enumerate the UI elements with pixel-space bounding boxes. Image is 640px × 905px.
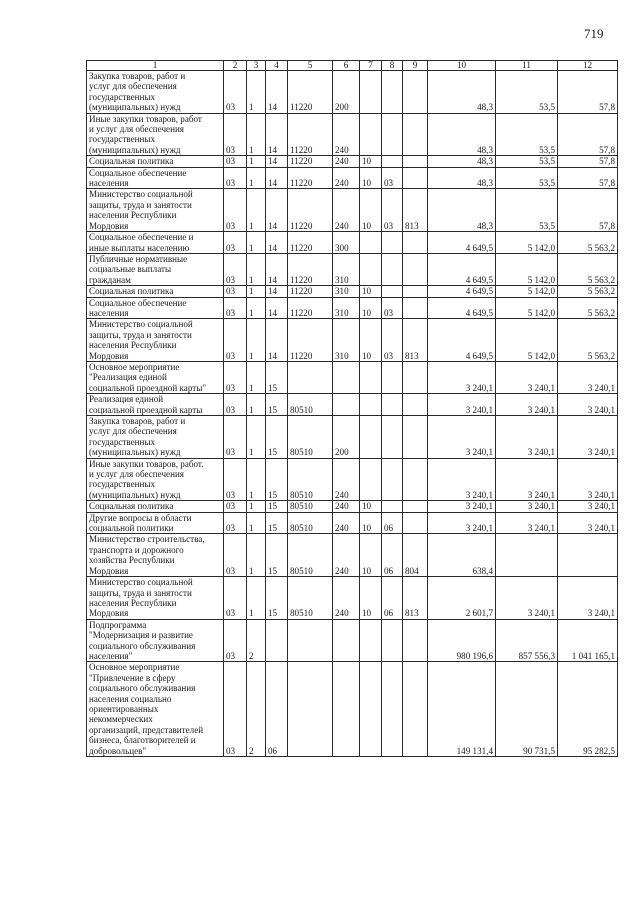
table-row	[87, 189, 618, 232]
code-cell	[333, 619, 360, 662]
row-name-cell: Иные закупки товаров, работ и услуг для обеспечения государственных (муниципальных) нужд	[87, 113, 224, 156]
code-cell	[403, 416, 428, 459]
amount-cell: 980 196,6	[428, 619, 496, 662]
column-header: 1	[87, 61, 224, 71]
code-cell	[382, 71, 403, 114]
amount-cell: 57,8	[558, 167, 618, 189]
code-cell: 14	[266, 189, 288, 232]
code-cell: 14	[266, 232, 288, 254]
code-cell: 1	[247, 189, 266, 232]
code-cell	[403, 619, 428, 662]
code-cell	[403, 662, 428, 757]
table-row	[87, 253, 618, 285]
table-row	[87, 416, 618, 459]
code-cell: 804	[403, 534, 428, 577]
code-cell: 03	[382, 297, 403, 319]
row-name-cell: Основное мероприятие "Реализация единой социальной проездной карты"	[87, 361, 224, 393]
code-cell: 14	[266, 71, 288, 114]
code-cell: 1	[247, 394, 266, 416]
amount-cell: 57,8	[558, 189, 618, 232]
code-cell: 1	[247, 361, 266, 393]
code-cell	[403, 156, 428, 167]
amount-cell: 3 240,1	[558, 394, 618, 416]
row-name-cell: Социальное обеспечение и иные выплаты населению	[87, 232, 224, 254]
amount-cell: 53,5	[496, 189, 558, 232]
code-cell	[382, 361, 403, 393]
table-row	[87, 156, 618, 167]
code-cell	[403, 458, 428, 501]
page-number: 719	[584, 26, 604, 41]
amount-cell	[496, 534, 558, 577]
code-cell: 1	[247, 534, 266, 577]
code-cell: 06	[382, 512, 403, 534]
code-cell: 240	[333, 577, 360, 620]
code-cell: 03	[224, 297, 247, 319]
code-cell: 11220	[288, 167, 333, 189]
table-row	[87, 167, 618, 189]
code-cell: 10	[360, 156, 382, 167]
code-cell: 03	[224, 512, 247, 534]
code-cell: 2	[247, 619, 266, 662]
code-cell: 14	[266, 253, 288, 285]
code-cell: 80510	[288, 534, 333, 577]
amount-cell: 3 240,1	[558, 361, 618, 393]
code-cell: 11220	[288, 319, 333, 362]
code-cell	[403, 297, 428, 319]
code-cell	[382, 286, 403, 297]
code-cell	[403, 113, 428, 156]
budget-table	[86, 60, 618, 757]
code-cell: 03	[224, 319, 247, 362]
row-name-cell: Министерство социальной защиты, труда и занятости населения Республики Мордовия	[87, 319, 224, 362]
code-cell: 300	[333, 232, 360, 254]
code-cell: 15	[266, 534, 288, 577]
code-cell: 03	[224, 416, 247, 459]
code-cell	[382, 619, 403, 662]
amount-cell: 3 240,1	[558, 416, 618, 459]
code-cell: 1	[247, 253, 266, 285]
code-cell: 1	[247, 416, 266, 459]
code-cell: 80510	[288, 501, 333, 512]
code-cell: 310	[333, 286, 360, 297]
amount-cell: 48,3	[428, 156, 496, 167]
table-row	[87, 512, 618, 534]
code-cell: 1	[247, 458, 266, 501]
code-cell: 1	[247, 167, 266, 189]
code-cell	[333, 394, 360, 416]
amount-cell: 4 649,5	[428, 286, 496, 297]
code-cell: 14	[266, 319, 288, 362]
code-cell: 10	[360, 534, 382, 577]
column-header: 4	[266, 61, 288, 71]
code-cell	[382, 458, 403, 501]
row-name-cell: Реализация единой социальной проездной карты	[87, 394, 224, 416]
code-cell: 15	[266, 394, 288, 416]
code-cell	[382, 501, 403, 512]
table-row	[87, 501, 618, 512]
amount-cell: 57,8	[558, 71, 618, 114]
amount-cell: 48,3	[428, 167, 496, 189]
amount-cell: 5 142,0	[496, 286, 558, 297]
code-cell: 15	[266, 501, 288, 512]
code-cell: 11220	[288, 297, 333, 319]
amount-cell: 3 240,1	[496, 394, 558, 416]
code-cell	[288, 619, 333, 662]
code-cell: 1	[247, 113, 266, 156]
code-cell: 200	[333, 71, 360, 114]
amount-cell: 857 556,3	[496, 619, 558, 662]
code-cell	[360, 394, 382, 416]
code-cell: 240	[333, 534, 360, 577]
code-cell: 14	[266, 286, 288, 297]
amount-cell: 4 649,5	[428, 319, 496, 362]
amount-cell: 3 240,1	[428, 416, 496, 459]
amount-cell: 53,5	[496, 167, 558, 189]
code-cell	[403, 253, 428, 285]
code-cell	[360, 416, 382, 459]
amount-cell: 1 041 165,1	[558, 619, 618, 662]
code-cell: 03	[224, 619, 247, 662]
table-row	[87, 619, 618, 662]
code-cell	[382, 156, 403, 167]
code-cell	[403, 361, 428, 393]
code-cell: 1	[247, 501, 266, 512]
code-cell: 80510	[288, 512, 333, 534]
table-row	[87, 286, 618, 297]
code-cell: 11220	[288, 189, 333, 232]
row-name-cell: Основное мероприятие "Привлечение в сферу социального обслуживания населения социально ориентированных некоммерческих организаций, представителей бизнеса, благотворителей и добровольцев"	[87, 662, 224, 757]
amount-cell: 3 240,1	[496, 458, 558, 501]
code-cell: 03	[224, 71, 247, 114]
code-cell: 03	[382, 167, 403, 189]
code-cell: 14	[266, 167, 288, 189]
amount-cell: 5 142,0	[496, 253, 558, 285]
code-cell: 1	[247, 577, 266, 620]
amount-cell: 5 142,0	[496, 232, 558, 254]
amount-cell: 3 240,1	[428, 512, 496, 534]
code-cell: 03	[224, 662, 247, 757]
column-header: 8	[382, 61, 403, 71]
code-cell: 80510	[288, 577, 333, 620]
code-cell: 03	[224, 156, 247, 167]
code-cell	[288, 361, 333, 393]
code-cell	[360, 361, 382, 393]
row-name-cell: Министерство строительства, транспорта и дорожного хозяйства Республики Мордовия	[87, 534, 224, 577]
row-name-cell: Закупка товаров, работ и услуг для обеспечения государственных (муниципальных) нужд	[87, 71, 224, 114]
code-cell: 10	[360, 501, 382, 512]
row-name-cell: Министерство социальной защиты, труда и занятости населения Республики Мордовия	[87, 189, 224, 232]
code-cell: 813	[403, 577, 428, 620]
code-cell: 813	[403, 189, 428, 232]
code-cell: 11220	[288, 286, 333, 297]
row-name-cell: Социальная политика	[87, 501, 224, 512]
table-row	[87, 297, 618, 319]
code-cell	[360, 458, 382, 501]
code-cell: 03	[224, 232, 247, 254]
amount-cell: 95 282,5	[558, 662, 618, 757]
code-cell: 03	[224, 361, 247, 393]
code-cell: 03	[224, 189, 247, 232]
amount-cell: 3 240,1	[428, 361, 496, 393]
code-cell	[288, 662, 333, 757]
code-cell: 1	[247, 232, 266, 254]
row-name-cell: Публичные нормативные социальные выплаты гражданам	[87, 253, 224, 285]
row-name-cell: Социальное обеспечение населения	[87, 167, 224, 189]
code-cell: 03	[224, 113, 247, 156]
code-cell	[403, 512, 428, 534]
code-cell: 06	[382, 534, 403, 577]
code-cell: 200	[333, 416, 360, 459]
code-cell: 240	[333, 189, 360, 232]
table-row	[87, 534, 618, 577]
row-name-cell: Социальная политика	[87, 156, 224, 167]
amount-cell: 48,3	[428, 71, 496, 114]
table-row	[87, 319, 618, 362]
code-cell: 15	[266, 512, 288, 534]
code-cell: 15	[266, 458, 288, 501]
amount-cell: 3 240,1	[496, 361, 558, 393]
code-cell: 11220	[288, 71, 333, 114]
code-cell: 03	[382, 189, 403, 232]
amount-cell: 3 240,1	[496, 577, 558, 620]
code-cell	[360, 619, 382, 662]
code-cell	[382, 416, 403, 459]
row-name-cell: Социальное обеспечение населения	[87, 297, 224, 319]
code-cell: 10	[360, 577, 382, 620]
row-name-cell: Подпрограмма "Модернизация и развитие социального обслуживания населения"	[87, 619, 224, 662]
code-cell: 240	[333, 113, 360, 156]
amount-cell: 3 240,1	[558, 501, 618, 512]
amount-cell: 3 240,1	[558, 512, 618, 534]
amount-cell: 53,5	[496, 113, 558, 156]
amount-cell: 3 240,1	[428, 458, 496, 501]
code-cell: 310	[333, 319, 360, 362]
amount-cell: 5 563,2	[558, 297, 618, 319]
code-cell: 03	[224, 534, 247, 577]
code-cell: 03	[224, 577, 247, 620]
code-cell	[403, 286, 428, 297]
table-row	[87, 577, 618, 620]
column-header: 11	[496, 61, 558, 71]
code-cell: 1	[247, 512, 266, 534]
code-cell: 1	[247, 71, 266, 114]
code-cell: 03	[224, 253, 247, 285]
code-cell: 03	[224, 286, 247, 297]
amount-cell: 57,8	[558, 156, 618, 167]
code-cell: 06	[266, 662, 288, 757]
column-header: 10	[428, 61, 496, 71]
amount-cell: 5 563,2	[558, 319, 618, 362]
table-row	[87, 662, 618, 757]
column-header: 2	[224, 61, 247, 71]
row-name-cell: Иные закупки товаров, работ. и услуг для обеспечения государственных (муниципальных) нужд	[87, 458, 224, 501]
code-cell	[382, 232, 403, 254]
table-body	[87, 71, 618, 757]
code-cell: 240	[333, 167, 360, 189]
table-row	[87, 394, 618, 416]
amount-cell: 5 142,0	[496, 319, 558, 362]
code-cell: 310	[333, 253, 360, 285]
code-cell	[403, 232, 428, 254]
column-header: 12	[558, 61, 618, 71]
column-header: 9	[403, 61, 428, 71]
code-cell: 80510	[288, 394, 333, 416]
code-cell	[360, 113, 382, 156]
code-cell	[403, 71, 428, 114]
code-cell: 10	[360, 167, 382, 189]
amount-cell	[558, 534, 618, 577]
row-name-cell: Закупка товаров, работ и услуг для обеспечения государственных (муниципальных) нужд	[87, 416, 224, 459]
code-cell: 15	[266, 577, 288, 620]
code-cell: 14	[266, 113, 288, 156]
amount-cell: 53,5	[496, 71, 558, 114]
code-cell	[403, 501, 428, 512]
code-cell	[403, 394, 428, 416]
code-cell	[403, 167, 428, 189]
amount-cell: 3 240,1	[558, 458, 618, 501]
row-name-cell: Другие вопросы в области социальной политики	[87, 512, 224, 534]
code-cell	[360, 232, 382, 254]
code-cell: 10	[360, 297, 382, 319]
amount-cell: 149 131,4	[428, 662, 496, 757]
amount-cell: 3 240,1	[496, 501, 558, 512]
code-cell: 14	[266, 297, 288, 319]
table-row	[87, 71, 618, 114]
column-header: 7	[360, 61, 382, 71]
code-cell: 1	[247, 319, 266, 362]
column-header: 5	[288, 61, 333, 71]
code-cell	[382, 253, 403, 285]
column-header: 3	[247, 61, 266, 71]
table-row	[87, 458, 618, 501]
code-cell	[382, 662, 403, 757]
amount-cell: 5 563,2	[558, 253, 618, 285]
code-cell: 10	[360, 189, 382, 232]
amount-cell: 2 601,7	[428, 577, 496, 620]
code-cell	[266, 619, 288, 662]
code-cell: 10	[360, 286, 382, 297]
code-cell: 03	[382, 319, 403, 362]
code-cell: 06	[382, 577, 403, 620]
amount-cell: 3 240,1	[428, 394, 496, 416]
code-cell: 80510	[288, 458, 333, 501]
code-cell: 1	[247, 156, 266, 167]
code-cell: 11220	[288, 232, 333, 254]
code-cell: 240	[333, 501, 360, 512]
code-cell: 813	[403, 319, 428, 362]
code-cell	[382, 394, 403, 416]
amount-cell: 5 563,2	[558, 286, 618, 297]
amount-cell: 4 649,5	[428, 232, 496, 254]
amount-cell: 5 563,2	[558, 232, 618, 254]
code-cell: 1	[247, 286, 266, 297]
amount-cell: 3 240,1	[496, 512, 558, 534]
amount-cell: 57,8	[558, 113, 618, 156]
code-cell: 15	[266, 361, 288, 393]
row-name-cell: Министерство социальной защиты, труда и занятости населения Республики Мордовия	[87, 577, 224, 620]
amount-cell: 48,3	[428, 189, 496, 232]
code-cell: 2	[247, 662, 266, 757]
row-name-cell: Социальная политика	[87, 286, 224, 297]
code-cell: 15	[266, 416, 288, 459]
code-cell: 10	[360, 512, 382, 534]
code-cell	[333, 662, 360, 757]
code-cell: 11220	[288, 253, 333, 285]
code-cell: 03	[224, 458, 247, 501]
table-row	[87, 232, 618, 254]
amount-cell: 4 649,5	[428, 297, 496, 319]
amount-cell: 3 240,1	[558, 577, 618, 620]
amount-cell: 5 142,0	[496, 297, 558, 319]
amount-cell: 90 731,5	[496, 662, 558, 757]
code-cell	[382, 113, 403, 156]
amount-cell: 3 240,1	[496, 416, 558, 459]
table-row	[87, 361, 618, 393]
table-row	[87, 113, 618, 156]
code-cell: 11220	[288, 156, 333, 167]
code-cell: 240	[333, 156, 360, 167]
table-header-row	[87, 61, 618, 71]
column-header: 6	[333, 61, 360, 71]
code-cell: 240	[333, 512, 360, 534]
amount-cell: 638,4	[428, 534, 496, 577]
code-cell	[360, 662, 382, 757]
code-cell: 14	[266, 156, 288, 167]
code-cell: 03	[224, 394, 247, 416]
code-cell: 03	[224, 167, 247, 189]
code-cell: 80510	[288, 416, 333, 459]
code-cell: 240	[333, 458, 360, 501]
code-cell: 310	[333, 297, 360, 319]
amount-cell: 48,3	[428, 113, 496, 156]
amount-cell: 4 649,5	[428, 253, 496, 285]
code-cell: 1	[247, 297, 266, 319]
code-cell: 11220	[288, 113, 333, 156]
code-cell: 03	[224, 501, 247, 512]
code-cell	[333, 361, 360, 393]
amount-cell: 3 240,1	[428, 501, 496, 512]
code-cell: 10	[360, 319, 382, 362]
code-cell	[360, 253, 382, 285]
code-cell	[360, 71, 382, 114]
amount-cell: 53,5	[496, 156, 558, 167]
